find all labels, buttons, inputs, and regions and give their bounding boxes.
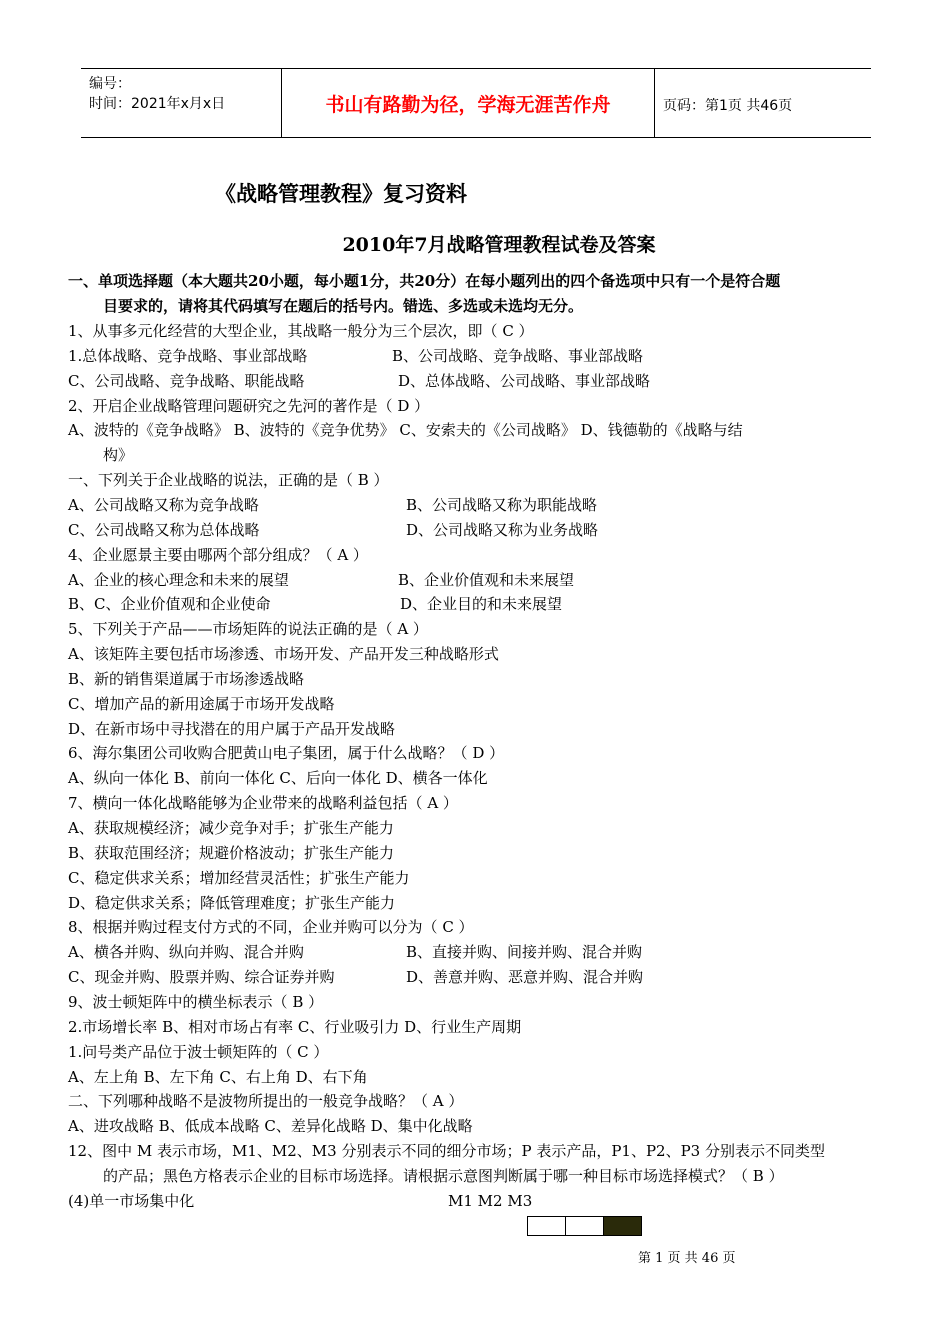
motto: 书山有路勤为径，学海无涯苦作舟 xyxy=(281,69,655,137)
number-label: 编号： xyxy=(89,76,131,92)
header-left-cell xyxy=(81,69,281,137)
target-market-grid xyxy=(527,1216,641,1236)
question-line: 5、下列关于产品——市场矩阵的说法正确的是（ A ） xyxy=(68,620,428,638)
question-line: (4)单一市场集中化 xyxy=(68,1192,195,1210)
question-line: 一、下列关于企业战略的说法，正确的是（ B ） xyxy=(68,471,389,489)
page-info: 页码：第1页 共46页 xyxy=(663,98,793,114)
section-heading-line1: 一、单项选择题（本大题共20小题，每小题1分，共20分）在每小题列出的四个备选项中只有一个是符合题 xyxy=(68,272,781,290)
question-line: 的产品；黑色方格表示企业的目标市场选择。请根据示意图判断属于哪一种目标市场选择模式？（ B ） xyxy=(103,1167,784,1185)
question-line: A、该矩阵主要包括市场渗透、市场开发、产品开发三种战略形式 xyxy=(68,645,499,663)
question-line: A、公司战略又称为竞争战略 xyxy=(68,496,259,514)
question-line: A、波特的《竞争战略》 B、波特的《竞争优势》 C、安索夫的《公司战略》 D、钱德勒的《战略与结 xyxy=(68,421,743,439)
question-line: A、企业的核心理念和未来的展望 xyxy=(68,571,289,589)
question-line: 6、海尔集团公司收购合肥黄山电子集团，属于什么战略？（ D ） xyxy=(68,744,505,762)
question-line: 1.总体战略、竞争战略、事业部战略 xyxy=(68,347,308,365)
question-line: C、公司战略又称为总体战略 xyxy=(68,521,260,539)
question-line: C、公司战略、竞争战略、职能战略 xyxy=(68,372,305,390)
question-line: C、增加产品的新用途属于市场开发战略 xyxy=(68,695,335,713)
question-line-col2: D、善意并购、恶意并购、混合并购 xyxy=(406,968,644,986)
question-line: A、横各并购、纵向并购、混合并购 xyxy=(68,943,304,961)
question-line: A、左上角 B、左下角 C、右上角 D、右下角 xyxy=(68,1068,368,1086)
time-label: 时间：2021年x月x日 xyxy=(89,96,226,112)
question-line: D、在新市场中寻找潜在的用户属于产品开发战略 xyxy=(68,720,396,738)
question-line: A、进攻战略 B、低成本战略 C、差异化战略 D、集中化战略 xyxy=(68,1117,473,1135)
question-line: A、获取规模经济；减少竞争对手；扩张生产能力 xyxy=(68,819,394,837)
question-line: A、纵向一体化 B、前向一体化 C、后向一体化 D、横各一体化 xyxy=(68,769,488,787)
section-heading-line2: 目要求的，请将其代码填写在题后的括号内。错选、多选或未选均无分。 xyxy=(103,297,584,315)
question-line: 2.市场增长率 B、相对市场占有率 C、行业吸引力 D、行业生产周期 xyxy=(68,1018,522,1036)
question-line-col2: D、总体战略、公司战略、事业部战略 xyxy=(398,372,651,390)
question-line-col2: D、公司战略又称为业务战略 xyxy=(406,521,599,539)
header-table xyxy=(81,68,871,138)
question-line: B、获取范围经济；规避价格波动；扩张生产能力 xyxy=(68,844,395,862)
question-line: D、稳定供求关系；降低管理难度；扩张生产能力 xyxy=(68,894,396,912)
question-line: B、新的销售渠道属于市场渗透战略 xyxy=(68,670,305,688)
question-line: 9、波士顿矩阵中的横坐标表示（ B ） xyxy=(68,993,324,1011)
document-title: 《战略管理教程》复习资料 xyxy=(215,182,467,206)
question-line-col2: B、企业价值观和未来展望 xyxy=(398,571,575,589)
question-line: C、稳定供求关系；增加经营灵活性；扩张生产能力 xyxy=(68,869,410,887)
question-line: 4、企业愿景主要由哪两个部分组成？（ A ） xyxy=(68,546,368,564)
question-line-col2: D、企业目的和未来展望 xyxy=(400,595,563,613)
question-line: 8、根据并购过程支付方式的不同，企业并购可以分为（ C ） xyxy=(68,918,474,936)
question-line: C、现金并购、股票并购、综合证券并购 xyxy=(68,968,335,986)
question-line: 7、横向一体化战略能够为企业带来的战略利益包括（ A ） xyxy=(68,794,458,812)
grid-cell-m3-selected xyxy=(603,1216,642,1236)
question-line-col2: B、直接并购、间接并购、混合并购 xyxy=(406,943,643,961)
document-subtitle: 2010年7月战略管理教程试卷及答案 xyxy=(342,234,656,256)
question-line: 1、从事多元化经营的大型企业，其战略一般分为三个层次，即（ C ） xyxy=(68,322,534,340)
question-line-col2: B、公司战略又称为职能战略 xyxy=(406,496,598,514)
question-line: B、C、企业价值观和企业使命 xyxy=(68,595,271,613)
grid-cell-m1 xyxy=(527,1216,566,1236)
question-line: 二、下列哪种战略不是波物所提出的一般竞争战略？（ A ） xyxy=(68,1092,464,1110)
question-line: 构》 xyxy=(103,446,134,464)
grid-cell-m2 xyxy=(565,1216,604,1236)
page-footer: 第 1 页 共 46 页 xyxy=(638,1251,736,1266)
question-line: 1.问号类产品位于波士顿矩阵的（ C ） xyxy=(68,1043,329,1061)
question-line: 2、开启企业战略管理问题研究之先河的著作是（ D ） xyxy=(68,397,430,415)
question-line: 12、图中 M 表示市场，M1、M2、M3 分别表示不同的细分市场；P 表示产品，P1、P2、P3 分别表示不同类型 xyxy=(68,1142,825,1160)
question-line-col2: B、公司战略、竞争战略、事业部战略 xyxy=(392,347,644,365)
question-line-col2: M1 M2 M3 xyxy=(448,1192,533,1210)
